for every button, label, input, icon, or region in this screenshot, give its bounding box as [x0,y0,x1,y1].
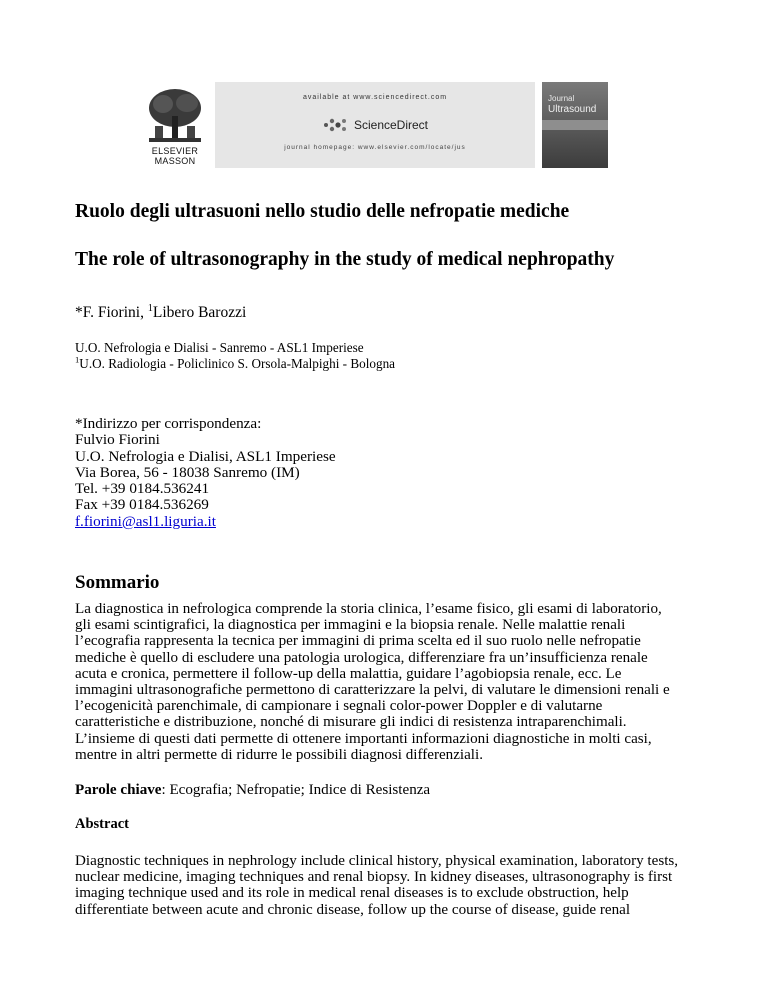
abstract-line: imaging technique used and its role in medical renal diseases is to exclude obstruction, help [75,885,629,902]
cover-title-line2: Ultrasound [548,104,597,115]
sommario-line: l’ecogenicità parenchimale, di campionare i segnali color-power Doppler e di valutarne [75,698,603,715]
journal-homepage-line: journal homepage: www.elsevier.com/locate/jus [284,144,466,151]
correspondence-email-link[interactable]: f.fiorini@asl1.liguria.it [75,512,216,530]
sommario-heading: Sommario [75,572,160,593]
journal-cover-image [542,82,608,168]
sommario-line: l’ecografia rappresenta la tecnica per immagini di prima scelta ed il suo ruolo nelle nefropatie [75,633,641,650]
sommario-line: mentre in altri permette di ridurre le possibili diagnosi differenziali. [75,746,483,763]
sommario-line: mediche è quello di escludere una patologia urologica, differenziare fra un’insufficienza renale [75,649,648,666]
journal-banner [137,82,607,168]
cover-band [542,120,608,130]
publisher-imprint: MASSON [154,156,196,166]
correspondence-heading: *Indirizzo per corrispondenza: [75,415,262,432]
author-2-marker: 1 [147,302,153,314]
abstract-line: Diagnostic techniques in nephrology include clinical history, physical examination, laboratory tests, [75,853,679,869]
author-line [75,304,246,322]
sciencedirect-panel [215,82,535,168]
sommario-line: L’insieme di questi dati permette di ottenere importanti informazioni diagnostiche in molti casi, [75,730,652,747]
publisher-name: ELSEVIER [151,146,199,156]
correspondence-block [75,416,336,530]
cover-title-line1: Journal [548,94,575,103]
sommario-line: immagini ultrasonografiche permettono di caratterizzare la pelvi, di valutare le dimensioni renali e [75,682,670,699]
elsevier-logo [137,82,213,168]
sommario-line: acuta e cronica, permettere il follow-up della malattia, guidare l’agobiopsia renale, ecc. Le [75,665,622,682]
correspondence-fax: Fax +39 0184.536269 [75,496,209,514]
title-italian: Ruolo degli ultrasuoni nello studio delle nefropatie mediche [75,201,570,222]
affiliation-2-marker: 1 [75,354,80,365]
availability-line: available at www.sciencedirect.com [302,94,448,101]
elsevier-tree-icon [145,86,205,144]
abstract-line: nuclear medicine, imaging techniques and renal biopsy. In kidney diseases, ultrasonography is first [75,869,673,886]
keywords-text: : Ecografia; Nefropatie; Indice di Resistenza [161,782,431,798]
affiliation-1: U.O. Nefrologia e Dialisi - Sanremo - ASL1 Imperiese [75,340,364,355]
author-2: Libero Barozzi [152,304,247,321]
affiliation-2-text: U.O. Radiologia - Policlinico S. Orsola-Malpighi - Bologna [79,356,396,371]
title-english: The role of ultrasonography in the study of medical nephropathy [75,249,615,270]
affiliation-2 [75,356,395,372]
sommario-paragraph [75,601,670,763]
sciencedirect-wordmark: ScienceDirect [353,118,429,132]
correspondence-name: Fulvio Fiorini [75,431,160,449]
author-1: *F. Fiorini, [75,304,148,321]
sommario-line: gli esami scintigrafici, la diagnostica per immagini e la biopsia renale. Nelle malattie renali [75,617,626,634]
sciencedirect-brand [215,114,535,136]
keywords-line [75,782,430,798]
abstract-heading: Abstract [75,816,129,832]
sciencedirect-dots-icon [322,117,350,133]
correspondence-address: Via Borea, 56 - 18038 Sanremo (IM) [75,463,300,481]
correspondence-unit: U.O. Nefrologia e Dialisi, ASL1 Imperiese [75,447,336,465]
sommario-line: caratteristiche e distribuzione, nonché di misurare gli indici di resistenza intraparenchimali. [75,714,627,731]
abstract-line: differentiate between acute and chronic disease, follow up the course of disease, guide renal [75,901,631,918]
sommario-line: La diagnostica in nefrologica comprende la storia clinica, l’esame fisico, gli esami di laboratorio, [75,601,662,617]
keywords-label: Parole chiave [75,782,162,798]
correspondence-tel: Tel. +39 0184.536241 [75,480,210,498]
abstract-paragraph [75,853,678,918]
